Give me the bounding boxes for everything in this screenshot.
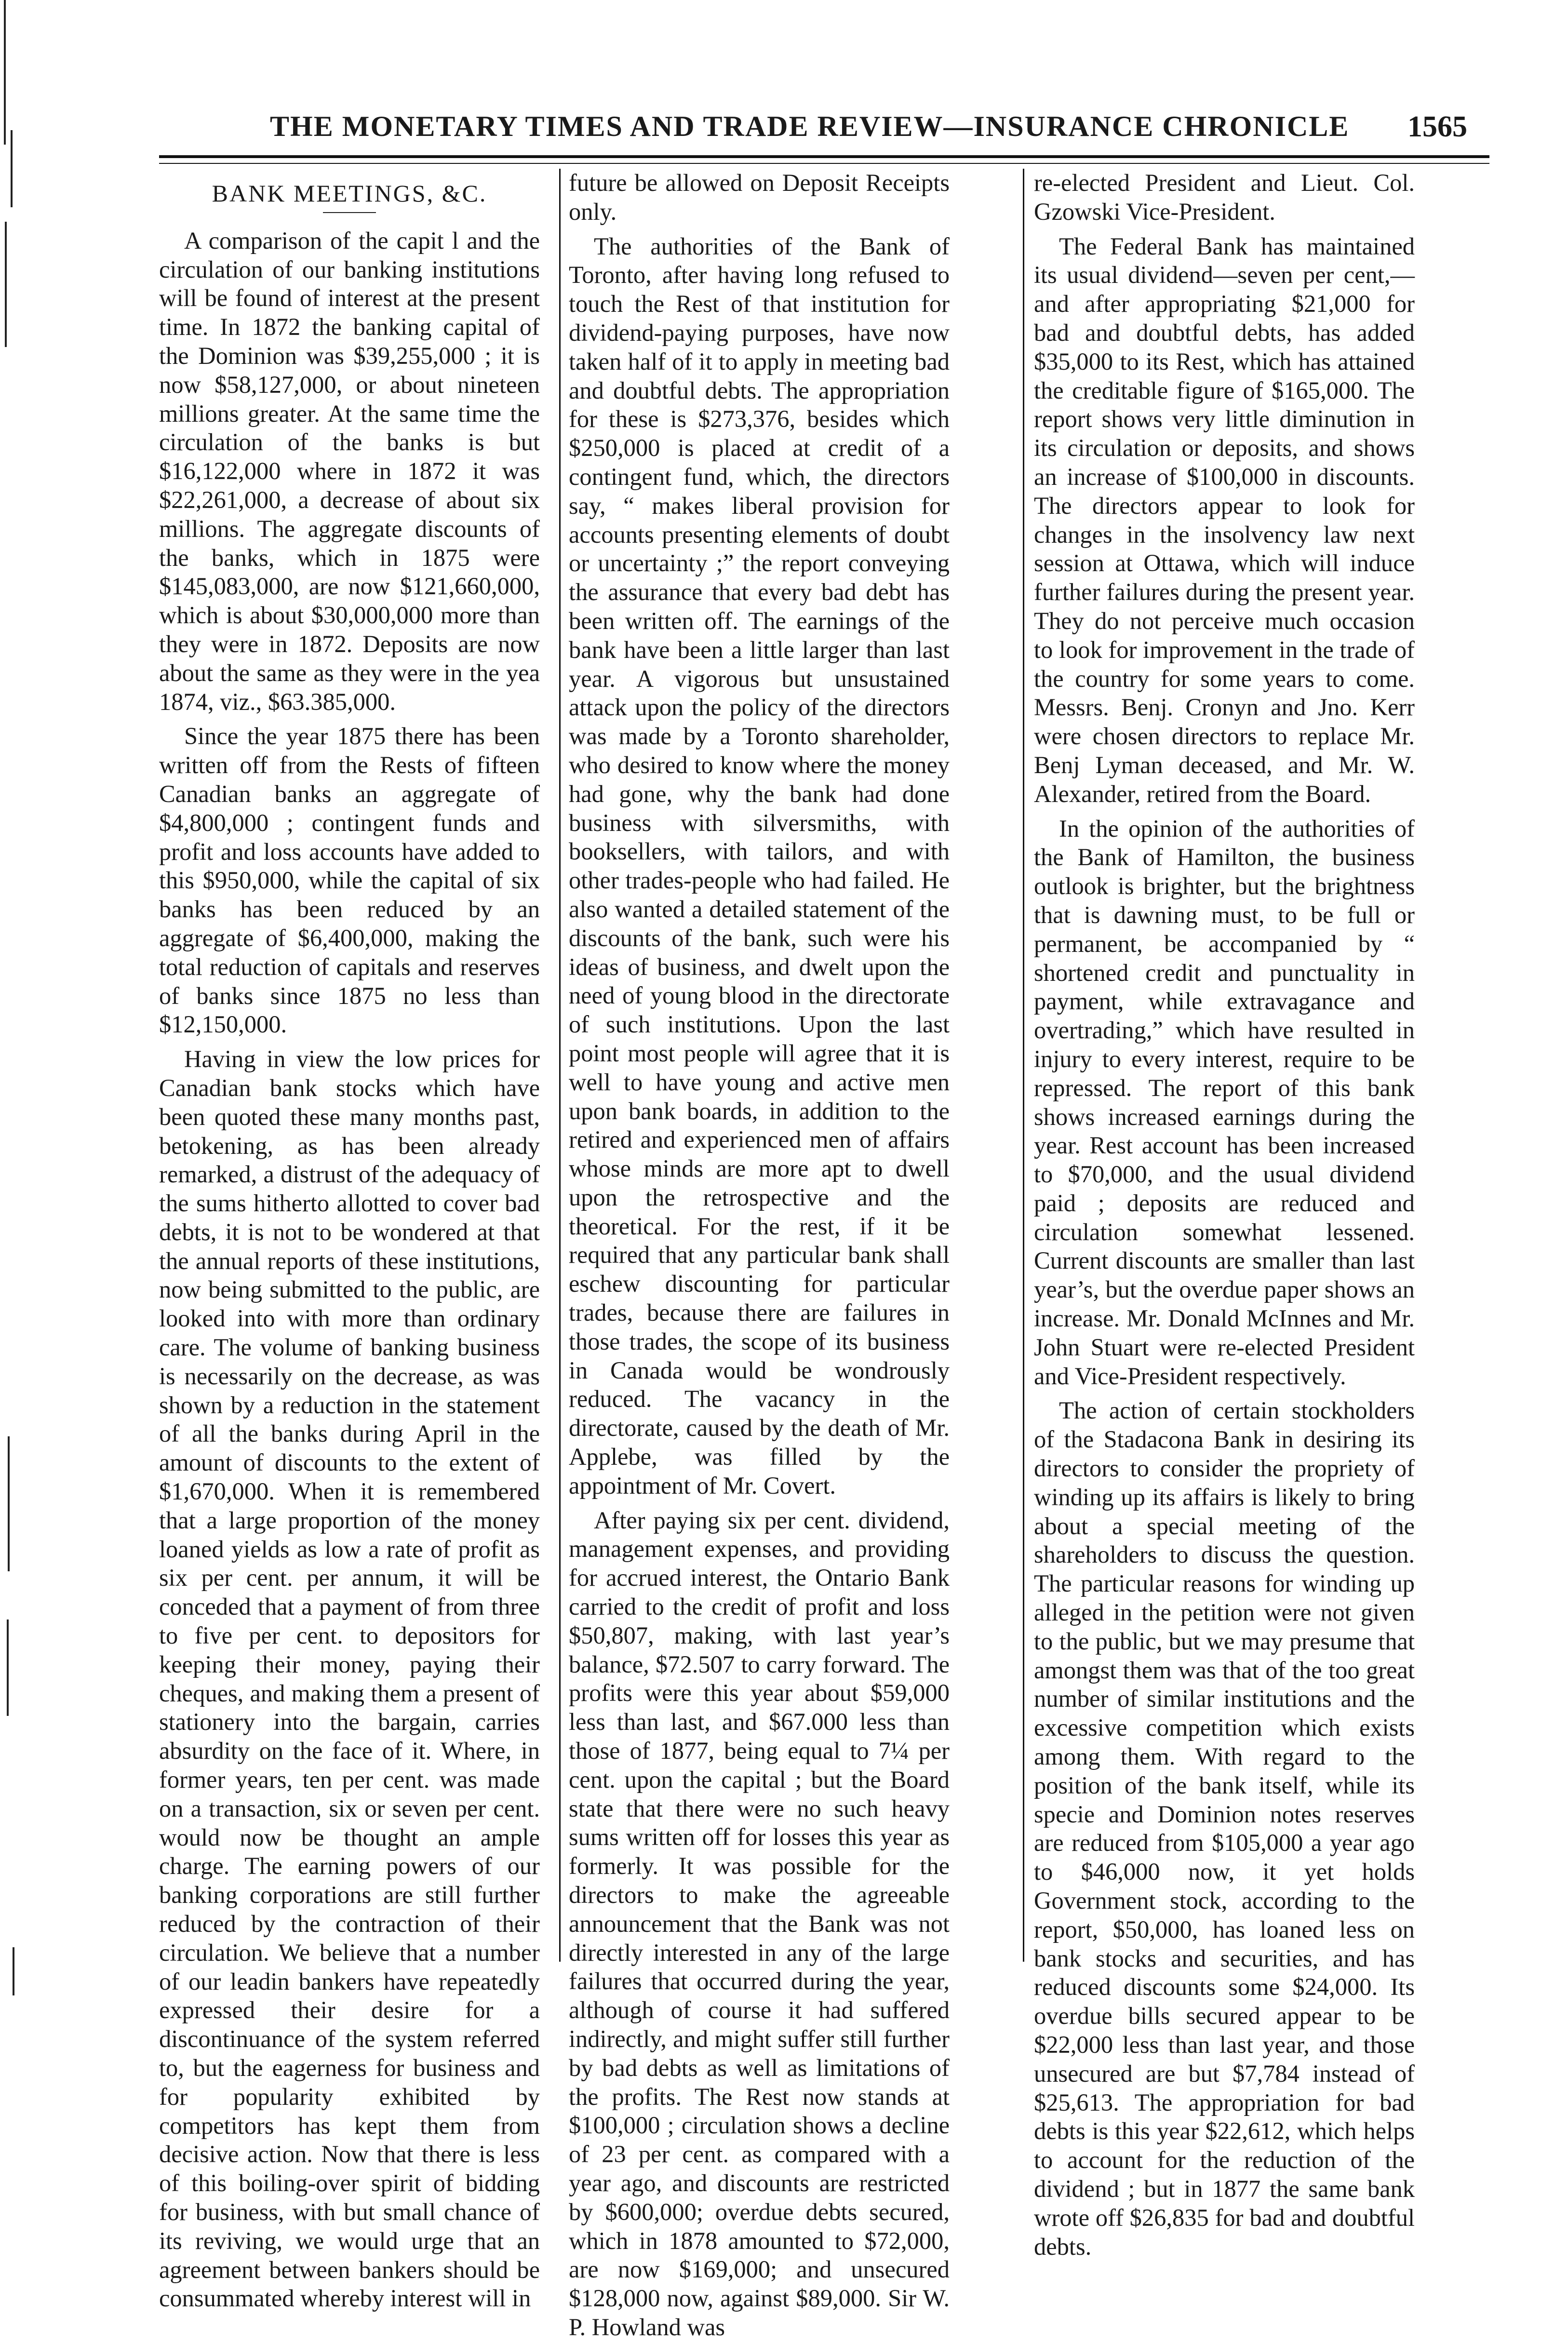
page-number: 1565	[1407, 110, 1467, 143]
header-rule-thin	[159, 163, 1489, 164]
paragraph: Since the year 1875 there has been written off from the Rests of fifteen Canadian banks an aggregate of $4,800,000 ; contingent funds and profit and loss accounts have added to this $950,000, while the capital of six banks has been reduced by an aggregate of $6,400,000, making the total reduction of capitals and reserves of banks since 1875 no less than $12,150,000.	[159, 723, 540, 1038]
column-1	[159, 169, 540, 2312]
paragraph: The action of certain stockholders of the Stadacona Bank in desiring its directors to consider the propriety of winding up its affairs is likely to bring about a special meeting of the shareholders to discuss the question. The particular reasons for winding up alleged in the petition were not given to the public, but we may presume that amongst them was that of the too great number of similar institutions and the excessive competition which exists among them. With regard to the position of the bank itself, while its specie and Dominion notes reserves are reduced from $105,000 a year ago to $46,000 now, it yet holds Government stock, according to the report, $50,000, has loaned less on bank stocks and securities, and has reduced discounts some $24,000. Its overdue bills secured appear to be $22,000 less than last year, and those unsecured are but $7,784 instead of $25,613. The appropriation for bad debts is this year $22,612, which helps to account for the reduction of the dividend ; but in 1877 the same bank wrote off $26,835 for bad and doubtful debts.	[1034, 1397, 1415, 2260]
margin-mark	[13, 1947, 14, 1995]
margin-mark	[5, 222, 7, 347]
paragraph: re-elected President and Lieut. Col. Gzowski Vice-President.	[1034, 169, 1415, 225]
section-title: BANK MEETINGS, &C.	[212, 180, 487, 207]
paragraph: In the opinion of the authorities of the Bank of Hamilton, the business outlook is brighter, but the brightness that is dawning must, to be full or permanent, be accompanied by “ shortened credit and punctuality in payment, while extravagance and overtrading,” which have resulted in injury to every interest, require to be repressed. The report of this bank shows increased earnings during the year. Rest account has been increased to $70,000, and the usual dividend paid ; deposits are reduced and circulation somewhat lessened. Current discounts are smaller than last year’s, but the overdue paper shows an increase. Mr. Donald McInnes and Mr. John Stuart were re-elected President and Vice-President respectively.	[1034, 815, 1415, 1390]
margin-mark	[4, 0, 6, 145]
column-2	[569, 169, 950, 2341]
title-divider	[323, 212, 376, 213]
margin-mark	[8, 1436, 10, 1571]
paragraph: The Federal Bank has maintained its usual dividend—seven per cent,—and after appropriating $21,000 for bad and doubtful debts, has added $35,000 to its Rest, which has attained the creditable figure of $165,000. The report shows very little diminution in its circulation or deposits, and shows an increase of $100,000 in discounts. The directors appear to look for changes in the insolvency law next session at Ottawa, which will induce further failures during the present year. They do not perceive much occasion to look for improvement in the trade of the country for some years to come. Messrs. Benj. Cronyn and Jno. Kerr were chosen directors to replace Mr. Benj Lyman deceased, and Mr. W. Alexander, retired from the Board.	[1034, 232, 1415, 807]
column-divider	[1023, 169, 1024, 1962]
paragraph: Having in view the low prices for Canadian bank stocks which have been quoted these many months past, betokening, as has been already remarked, a distrust of the adequacy of the sums hitherto allotted to cover bad debts, it is not to be wondered at that the annual reports of these institutions, now being submitted to the public, are looked into with more than ordinary care. The volume of banking business is necessarily on the decrease, as was shown by a reduction in the statement of all the banks during April in the amount of discounts to the extent of $1,670,000. When it is remembered that a large proportion of the money loaned yields as low a rate of profit as six per cent. per annum, it will be conceded that a payment of from three to five per cent. to depositors for keeping their money, paying their cheques, and making them a present of stationery into the bargain, carries absurdity on the face of it. Where, in former years, ten per cent. was made on a transaction, six or seven per cent. would now be thought an ample charge. The earning powers of our banking corporations are still further reduced by the contraction of their circulation. We believe that a number of our leadin bankers have repeatedly expressed their desire for a discontinuance of the system referred to, but the eagerness for business and for popularity exhibited by competitors has kept them from decisive action. Now that there is less of this boiling-over spirit of bidding for business, with but small chance of its reviving, we would urge that an agreement between bankers should be consummated whereby interest will in	[159, 1045, 540, 2312]
paragraph: After paying six per cent. dividend, management expenses, and providing for accrued interest, the Ontario Bank carried to the credit of profit and loss $50,807, making, with last year’s balance, $72.507 to carry forward. The profits were this year about $59,000 less than last, and $67.000 less than those of 1877, being equal to 7¼ per cent. upon the capital ; but the Board state that there were no such heavy sums written off for losses this year as formerly. It was possible for the directors to make the agreeable announcement that the Bank was not directly interested in any of the large failures that occurred during the year, although of course it had suffered indirectly, and might suffer still further by bad debts as well as limitations of the profits. The Rest now stands at $100,000 ; circulation shows a decline of 23 per cent. as compared with a year ago, and discounts are restricted by $600,000; overdue debts secured, which in 1878 amounted to $72,000, are now $169,000; and unsecured $128,000 now, against $89,000. Sir W. P. Howland was	[569, 1506, 950, 2341]
column-3	[1034, 169, 1415, 2260]
paragraph: The authorities of the Bank of Toronto, after having long refused to touch the Rest of that institution for dividend-paying purposes, have now taken half of it to apply in meeting bad and doubtful debts. The appropriation for these is $273,376, besides which $250,000 is placed at credit of a contingent fund, which, the directors say, “ makes liberal provision for accounts presenting elements of doubt or uncertainty ;” the report conveying the assurance that every bad debt has been written off. The earnings of the bank have been a little larger than last year. A vigorous but unsustained attack upon the policy of the directors was made by a Toronto shareholder, who desired to know where the money had gone, why the bank had done business with silversmiths, with booksellers, with tailors, and with other trades-people who had failed. He also wanted a detailed statement of the discounts of the bank, such were his ideas of business, and dwelt upon the need of young blood in the directorate of such institutions. Upon the last point most people will agree that it is well to have young and active men upon bank boards, in addition to the retired and experienced men of affairs whose minds are more apt to dwell upon the retrospective and the theoretical. For the rest, if it be required that any particular bank shall eschew discounting for particular trades, because there are failures in those trades, the scope of its business in Canada would be wondrously reduced. The vacancy in the directorate, caused by the death of Mr. Applebe, was filled by the appointment of Mr. Covert.	[569, 232, 950, 1499]
margin-mark	[11, 130, 13, 207]
margin-mark	[7, 1619, 9, 1716]
page-header-title: THE MONETARY TIMES AND TRADE REVIEW—INSURANCE CHRONICLE	[270, 110, 1350, 142]
paragraph: A comparison of the capit l and the circulation of our banking institutions will be found of interest at the present time. In 1872 the banking capital of the Dominion was $39,255,000 ; it is now $58,127,000, or about nineteen millions greater. At the same time the circulation of the banks is but $16,122,000 where in 1872 it was $22,261,000, a decrease of about six millions. The aggregate discounts of the banks, which in 1875 were $145,083,000, are now $121,660,000, which is about $30,000,000 more than they were in 1872. Deposits are now about the same as they were in the yea 1874, viz., $63.385,000.	[159, 227, 540, 715]
header-rule-thick	[159, 155, 1489, 158]
column-divider	[559, 169, 561, 1962]
paragraph: future be allowed on Deposit Receipts only.	[569, 169, 950, 225]
